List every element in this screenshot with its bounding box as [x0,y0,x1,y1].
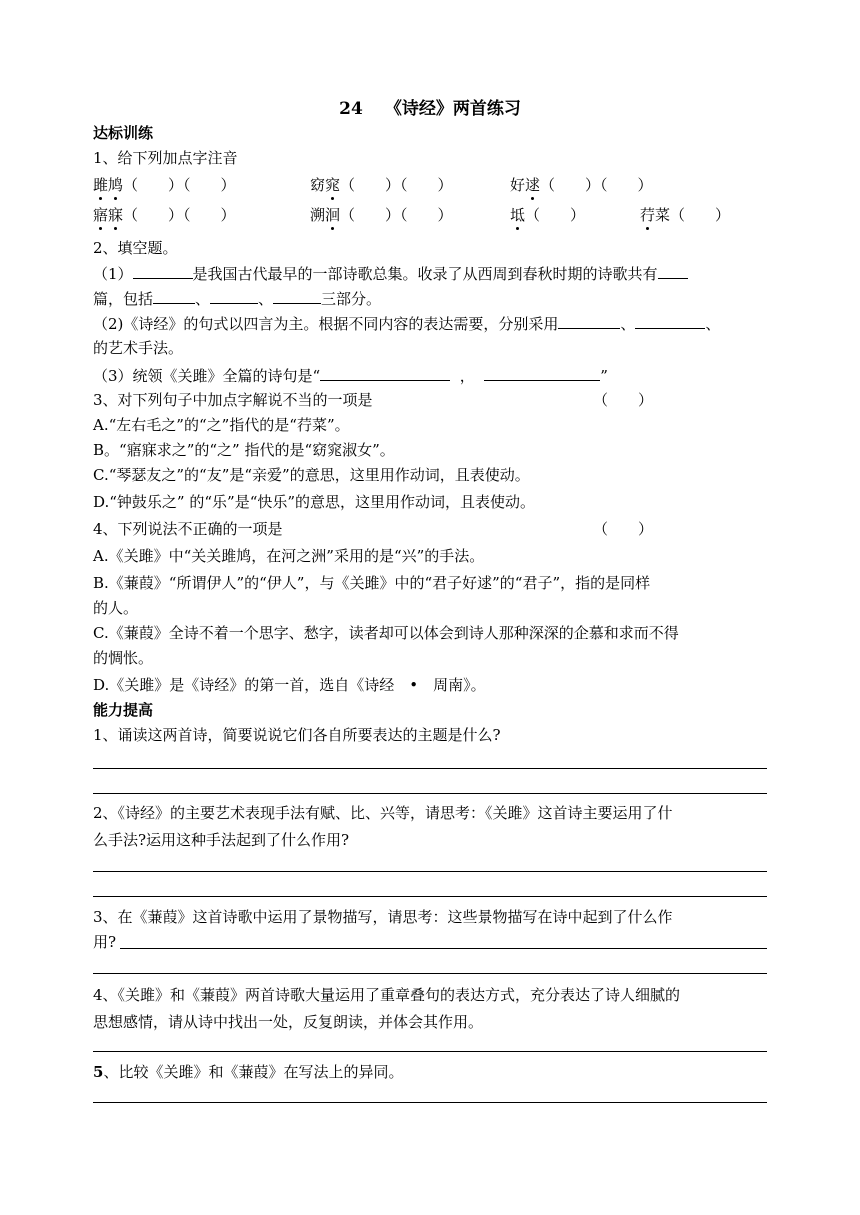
dotted-char: 坻 [510,206,526,224]
q4-option-d: D.《关雎》是《诗经》的第一首，选自《诗经 • 周南》。 [93,676,486,694]
pinyin-item-1 [93,175,236,195]
title-text: 《诗经》两首练习 [384,99,521,119]
dotted-char: 逑 [525,176,541,194]
q4-option-c-line2: 的惆怅。 [93,649,154,667]
text: 、 [705,315,721,333]
answer-paren[interactable]: （ ）（ ） [340,176,453,194]
text: ” [600,367,608,385]
adv-q5 [93,1062,403,1082]
dotted-char: 洄 [325,206,341,224]
dotted-char: 荇 [640,206,656,224]
answer-line[interactable] [93,1051,767,1052]
text: ， [459,367,475,385]
answer-paren[interactable]: （ ）（ ） [123,206,236,224]
answer-line[interactable] [93,1102,767,1103]
answer-line[interactable] [93,973,767,974]
q4-option-c-line1: C.《蒹葭》全诗不着一个思字、愁字，读者却可以体会到诗人那种深深的企慕和求而不得 [93,624,679,642]
text: （3）统领《关雎》全篇的诗句是“ [93,367,321,385]
q5-number: 5 [93,1063,104,1081]
text: 是我国古代最早的一部诗歌总集。收录了从西周到春秋时期的诗歌共有 [192,265,658,283]
pinyin-item-4 [93,205,236,225]
answer-line[interactable] [93,768,767,769]
text: （2)《诗经》的句式以四言为主。根据不同内容的表达需要，分别采用 [93,315,559,333]
q3-option-a: A.“左右毛之”的“之”指代的是“荇菜”。 [93,416,350,434]
blank[interactable] [558,313,620,329]
adv-q2-line2: 么手法?运用这种手法起到了什么作用? [93,831,350,849]
q2-prompt: 2、填空题。 [93,239,178,257]
answer-line[interactable] [93,896,767,897]
char: 菜 [655,206,671,224]
answer-line[interactable] [120,948,767,949]
q2-part1-line1 [93,263,688,284]
blank[interactable] [484,365,600,381]
pinyin-item-7 [640,205,730,225]
adv-q1: 1、诵读这两首诗，简要说说它们各自所要表达的主题是什么? [93,726,501,744]
label: （1） [93,265,133,283]
q4-option-b-line2: 的人。 [93,599,139,617]
blank[interactable] [635,313,705,329]
dotted-char: 寐 [108,206,124,224]
q4-option-b-line1: B.《蒹葭》“所谓伊人”的“伊人”，与《关雎》中的“君子好逑”的“君子”，指的是同样 [93,574,651,592]
blank[interactable] [320,365,450,381]
q1-prompt: 1、给下列加点字注音 [93,149,238,167]
q3-option-c: C.“琴瑟友之”的“友”是“亲爱”的意思，这里用作动词，且表使动。 [93,466,530,484]
answer-paren[interactable]: （ ）（ ） [340,206,453,224]
answer-paren[interactable]: （ ）（ ） [123,176,236,194]
pinyin-row-2 [93,205,767,227]
q3-option-b: B。“寤寐求之”的“之” 指代的是“窈窕淑女”。 [93,441,395,459]
q3-prompt: 3、对下列句子中加点字解说不当的一项是 [93,391,373,409]
blank[interactable] [133,263,193,279]
dotted-char: 窕 [325,176,341,194]
answer-line[interactable] [93,871,767,872]
pinyin-row-1 [93,175,767,197]
q4-prompt: 4、下列说法不正确的一项是 [93,520,283,538]
blank[interactable] [153,288,195,304]
lesson-number: 24 [339,99,363,119]
text: 、 [620,315,636,333]
dotted-char: 鸠 [108,176,124,194]
blank[interactable] [273,288,321,304]
answer-paren[interactable]: （ ）（ ） [540,176,653,194]
adv-q4-line1: 4、《关雎》和《蒹葭》两首诗歌大量运用了重章叠句的表达方式，充分表达了诗人细腻的 [93,986,681,1004]
adv-q3-line1: 3、在《蒹葭》这首诗歌中运用了景物描写，请思考：这些景物描写在诗中起到了什么作 [93,908,673,926]
text: 篇，包括 [93,290,154,308]
blank[interactable] [658,263,688,279]
q2-part3 [93,365,608,386]
text: 、 [195,290,211,308]
pinyin-item-2 [310,175,453,195]
text: 三部分。 [321,290,382,308]
pinyin-item-5 [310,205,453,225]
worksheet-title [0,98,860,120]
char: 好 [510,176,526,194]
blank[interactable] [210,288,258,304]
adv-q3-line2: 用? [93,933,117,951]
char: 溯 [310,206,326,224]
adv-q2-line1: 2、《诗经》的主要艺术表现手法有赋、比、兴等，请思考：《关雎》这首诗主要运用了什 [93,804,673,822]
pinyin-item-6 [510,205,585,225]
dotted-char: 雎 [93,176,109,194]
q2-part2-line1 [93,313,720,334]
q4-option-a: A.《关雎》中“关关雎鸠，在河之洲”采用的是“兴”的手法。 [93,547,485,565]
answer-line[interactable] [93,793,767,794]
q5-text: 、比较《关雎》和《蒹葭》在写法上的异同。 [103,1063,404,1081]
dotted-char: 寤 [93,206,109,224]
answer-paren[interactable]: （ ） [670,206,731,224]
pinyin-item-3 [510,175,653,195]
q3-option-d: D.“钟鼓乐之” 的“乐”是“快乐”的意思，这里用作动词，且表使动。 [93,493,536,511]
q2-part1-line2 [93,288,381,309]
text: 、 [258,290,274,308]
section-heading-advanced: 能力提高 [93,701,154,719]
answer-paren[interactable]: （ ） [525,206,586,224]
adv-q4-line2: 思想感情，请从诗中找出一处，反复朗读，并体会其作用。 [93,1013,484,1031]
q4-answer-paren[interactable]: （ ） [593,520,654,538]
section-heading-training: 达标训练 [93,124,154,142]
q2-part2-line2: 的艺术手法。 [93,339,184,357]
char: 窈 [310,176,326,194]
q3-answer-paren[interactable]: （ ） [593,391,654,409]
